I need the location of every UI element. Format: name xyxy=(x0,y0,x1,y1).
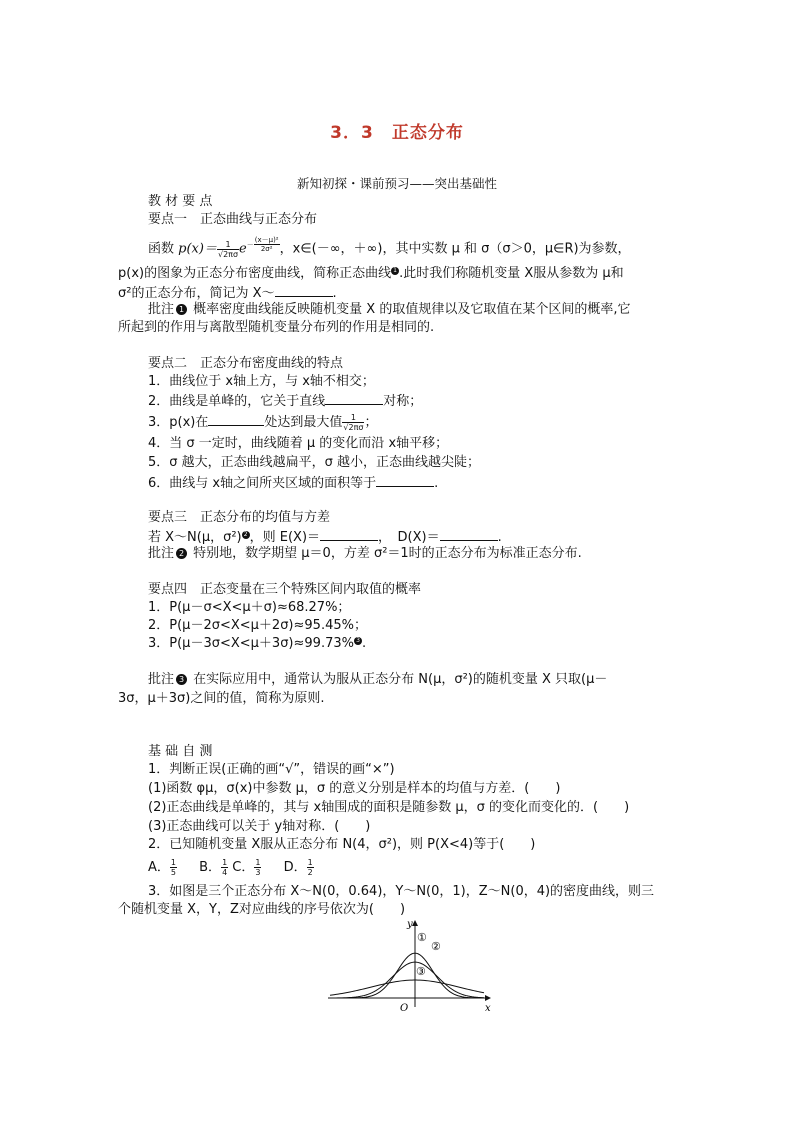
q3-line1: 3．如图是三个正态分布 X～N(0，0.64)，Y～N(0，1)，Z～N(0，4)的密度曲线，则三 xyxy=(148,884,655,899)
note1-line2: 所起到的作用与离散型随机变量分布列的作用是相同的. xyxy=(118,320,435,335)
point4-heading: 要点四 正态变量在三个特殊区间内取值的概率 xyxy=(148,582,422,597)
option-b[interactable] xyxy=(199,860,228,875)
point3-heading: 要点三 正态分布的均值与方差 xyxy=(148,510,331,525)
option-label: D． xyxy=(283,860,307,875)
denominator: 3 xyxy=(255,868,261,877)
page-title: 3．3 正态分布 xyxy=(330,123,464,143)
text: 3．P(μ－3σ<X<μ＋3σ)≈99.73% xyxy=(148,636,354,651)
q1-a: (1)函数 φμ，σ(x)中参数 μ，σ 的意义分别是样本的均值与方差．( ) xyxy=(148,781,561,796)
fill-blank[interactable] xyxy=(325,392,383,405)
text: 特别地，数学期望 μ＝0，方差 σ²＝1时的正态分布为标准正态分布. xyxy=(193,546,582,561)
fraction xyxy=(254,858,261,877)
fill-blank[interactable] xyxy=(208,413,264,426)
origin-label: O xyxy=(400,1003,409,1014)
fill-blank-dx[interactable] xyxy=(440,528,498,541)
q1-c: (3)正态曲线可以关于 y轴对称．( ) xyxy=(148,819,371,834)
note3-line1 xyxy=(148,672,607,688)
fill-blank-ex[interactable] xyxy=(320,528,378,541)
point2-item5: 5．σ 越大，正态曲线越扁平，σ 越小，正态曲线越尖陡； xyxy=(148,455,481,470)
curve-3 xyxy=(330,980,484,995)
numerator: 1 xyxy=(170,858,176,867)
text: p(x)的图象为正态分布密度曲线，简称正态曲线 xyxy=(118,266,392,281)
point1-line1 xyxy=(148,236,631,259)
fraction xyxy=(217,240,239,259)
option-c[interactable] xyxy=(232,860,261,875)
text: 概率密度曲线能反映随机变量 X 的取值规律以及它取值在某个区间的概率,它 xyxy=(193,302,631,317)
note-marker: 2 xyxy=(176,548,187,559)
point1-line3 xyxy=(118,284,337,302)
denominator: √2πσ xyxy=(343,423,364,432)
exp-den: 2σ² xyxy=(260,245,273,253)
point2-item4: 4．当 σ 一定时，曲线随着 μ 的变化而沿 x轴平移； xyxy=(148,436,449,451)
denominator: 4 xyxy=(222,868,228,877)
text: . xyxy=(361,636,367,651)
text: 函数 xyxy=(148,241,175,257)
y-axis-label: y xyxy=(407,919,413,930)
text: ， D(X)＝ xyxy=(378,530,440,545)
exp-e: e xyxy=(239,241,247,257)
text: . xyxy=(434,476,439,491)
note-label: 批注 xyxy=(148,302,175,317)
option-label: B． xyxy=(199,860,222,875)
numerator: 1 xyxy=(222,858,228,867)
option-d[interactable] xyxy=(284,860,314,875)
fraction xyxy=(307,858,314,877)
exp-minus: － xyxy=(246,240,254,249)
fraction xyxy=(221,858,228,877)
text: 对称； xyxy=(383,394,423,409)
denominator: √2πσ xyxy=(217,249,239,259)
numerator: 1 xyxy=(217,240,239,250)
q1-b: (2)正态曲线是单峰的，其与 x轴围成的面积是随参数 μ，σ 的变化而变化的．( ) xyxy=(148,800,630,815)
denominator: 5 xyxy=(170,868,176,877)
note-label: 批注 xyxy=(148,672,175,687)
q2-options xyxy=(148,858,314,877)
note-marker: 3 xyxy=(354,637,362,645)
option-a[interactable] xyxy=(148,860,177,875)
note-label: 批注 xyxy=(148,546,175,561)
selftest-heading: 基 础 自 测 xyxy=(148,744,213,759)
text: ，x∈(－∞，＋∞)，其中实数 μ 和 σ（σ＞0，μ∈R)为参数， xyxy=(279,241,631,257)
note-marker: 1 xyxy=(176,304,187,315)
curve-label-3: ③ xyxy=(416,965,426,978)
point4-item1: 1．P(μ－σ<X<μ＋σ)≈68.27%； xyxy=(148,600,351,615)
text: 3．p(x)在 xyxy=(148,415,209,430)
fill-blank[interactable] xyxy=(275,284,333,297)
fill-blank[interactable] xyxy=(376,474,434,487)
formula-px: p(x)＝ xyxy=(178,241,217,257)
curve-label-1: ① xyxy=(417,931,427,944)
point4-item2: 2．P(μ－2σ<X<μ＋2σ)≈95.45%； xyxy=(148,618,367,633)
option-label: A． xyxy=(148,860,170,875)
text: ，则 E(X)＝ xyxy=(249,530,321,545)
exp-num: (x－μ)² xyxy=(254,236,279,244)
q1-stem: 1．判断正误(正确的画“√”，错误的画“×”) xyxy=(148,762,395,777)
note3-line2: 3σ，μ＋3σ)之间的值，简称为原则. xyxy=(118,691,325,706)
fraction xyxy=(342,413,364,432)
text: σ²的正态分布，简记为 X～ xyxy=(118,286,275,301)
text: 若 X～N(μ，σ²) xyxy=(148,530,242,545)
x-axis-label: x xyxy=(485,1003,491,1014)
numerator: 1 xyxy=(255,858,261,867)
note1-line1 xyxy=(148,302,630,318)
exp-fraction xyxy=(254,236,280,253)
point2-heading: 要点二 正态分布密度曲线的特点 xyxy=(148,356,344,371)
point2-item6 xyxy=(148,474,438,492)
note-marker: 2 xyxy=(242,531,250,539)
numerator: 1 xyxy=(307,858,313,867)
text: . xyxy=(332,286,337,301)
text: 6．曲线与 x轴之间所夹区域的面积等于 xyxy=(148,476,377,491)
text: 2．曲线是单峰的，它关于直线 xyxy=(148,394,326,409)
point2-item1: 1．曲线位于 x轴上方，与 x轴不相交； xyxy=(148,374,375,389)
note-marker: 3 xyxy=(176,674,187,685)
textbook-heading: 教 材 要 点 xyxy=(148,194,213,209)
point4-item3 xyxy=(148,636,366,652)
fraction xyxy=(170,858,177,877)
text: . xyxy=(497,530,502,545)
numerator: 1 xyxy=(342,413,364,423)
curve-label-2: ② xyxy=(431,940,441,953)
text: ； xyxy=(364,415,378,430)
point1-heading: 要点一 正态曲线与正态分布 xyxy=(148,212,318,227)
point2-item2 xyxy=(148,392,422,410)
point2-item3 xyxy=(148,413,377,432)
option-label: C． xyxy=(232,860,255,875)
q3-line2: 个随机变量 X，Y，Z对应曲线的序号依次为( ) xyxy=(118,902,406,917)
text: 在实际应用中，通常认为服从正态分布 N(μ，σ²)的随机变量 X 只取(μ－ xyxy=(193,672,608,687)
point1-line2 xyxy=(118,266,624,282)
normal-curves-figure xyxy=(320,915,500,1015)
note2 xyxy=(148,546,582,562)
text: 处达到最大值 xyxy=(264,415,343,430)
denominator: 2 xyxy=(307,868,313,877)
section-subheading: 新知初探・课前预习——突出基础性 xyxy=(296,176,497,191)
point3-line1 xyxy=(148,528,502,546)
q2-stem: 2．已知随机变量 X服从正态分布 N(4，σ²)，则 P(X<4)等于( ) xyxy=(148,837,536,852)
exponent xyxy=(246,236,280,253)
note-marker: 1 xyxy=(391,267,399,275)
text: .此时我们称随机变量 X服从参数为 μ和 xyxy=(399,266,624,281)
